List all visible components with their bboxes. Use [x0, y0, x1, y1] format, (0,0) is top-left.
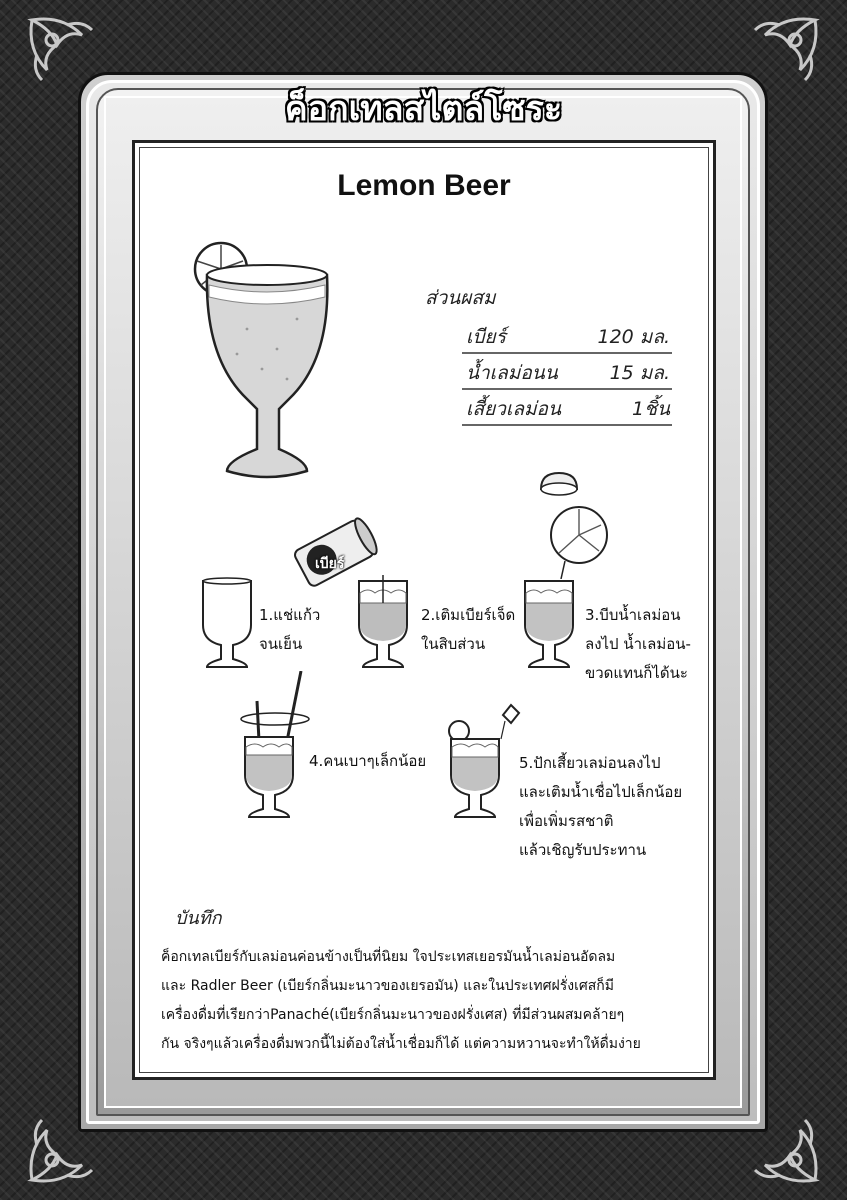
lemon-beer-glass-illustration [187, 239, 347, 509]
ingredient-name: เบียร์ [466, 326, 506, 348]
ingredient-row [462, 318, 672, 354]
step-5-text: 5.ปักเสี้ยวเลม่อนลงไป และเติมน้ำเชื่อไปเล็กน้อย เพื่อเพิ่มรสชาติ แล้วเชิญรับประทาน [519, 754, 683, 859]
glass-stirring-icon [235, 671, 315, 831]
ingredients-heading: ส่วนผสม [425, 287, 496, 309]
glass-with-lemon-wedge-icon [439, 699, 529, 831]
ingredient-row [462, 354, 672, 390]
lemon-squeeze-icon [525, 469, 625, 579]
recipe-title: Lemon Beer [337, 169, 511, 202]
notes-line: และ Radler Beer (เบียร์กลิ่นมะนาวของเยรอมัน) และในประเทศฝรั่งเศสก็มี [161, 978, 615, 994]
recipe-card [132, 140, 716, 1080]
ingredient-name: เสี้ยวเลม่อน [466, 398, 561, 420]
notes-body [161, 943, 701, 1059]
notes-line: ค็อกเทลเบียร์กับเลม่อนค่อนข้างเป็นที่นิยม ใจประเทสเยอรมันน้ำเลม่อนอัดลม [161, 949, 616, 965]
step-4-text: 4.คนเบาๆเล็กน้อย [309, 752, 427, 770]
step-2-text: 2.เติมเบียร์เจ็ด ในสิบส่วน [421, 606, 516, 653]
empty-glass-icon [197, 575, 257, 675]
glass-with-lemon-juice-icon [519, 575, 579, 675]
beer-can-label: เบียร์ [315, 556, 345, 572]
ingredient-name: น้ำเลม่อนน [466, 362, 558, 384]
ingredient-amount: 15 มล. [609, 362, 670, 384]
ingredients-table [462, 318, 672, 426]
notes-line: เครื่องดื่มที่เรียกว่าPanaché(เบียร์กลิ่นมะนาวของฝรั่งเศส) ที่มีส่วนผสมคล้ายๆ [161, 1007, 625, 1023]
notes-heading: บันทึก [175, 908, 222, 929]
ingredient-amount: 1ชิ้น [632, 398, 670, 420]
step-1-text: 1.แช่แก้ว จนเย็น [259, 606, 321, 653]
ingredient-row [462, 390, 672, 426]
page-title: ค็อกเทลสไตล์โซระ [284, 89, 563, 129]
ingredient-amount: 120 มล. [597, 326, 670, 348]
glass-with-beer-icon [353, 575, 413, 675]
step-3-text: 3.บีบน้ำเลม่อน ลงไป น้ำเลม่อน- ขวดแทนก็ได้นะ [585, 606, 691, 682]
notes-line: กัน จริงๆแล้วเครื่องดื่มพวกนี้ไม่ต้องใส่น้ำเชื่อมก็ได้ แต่ความหวานจะทำให้ดื่มง่าย [161, 1036, 641, 1052]
